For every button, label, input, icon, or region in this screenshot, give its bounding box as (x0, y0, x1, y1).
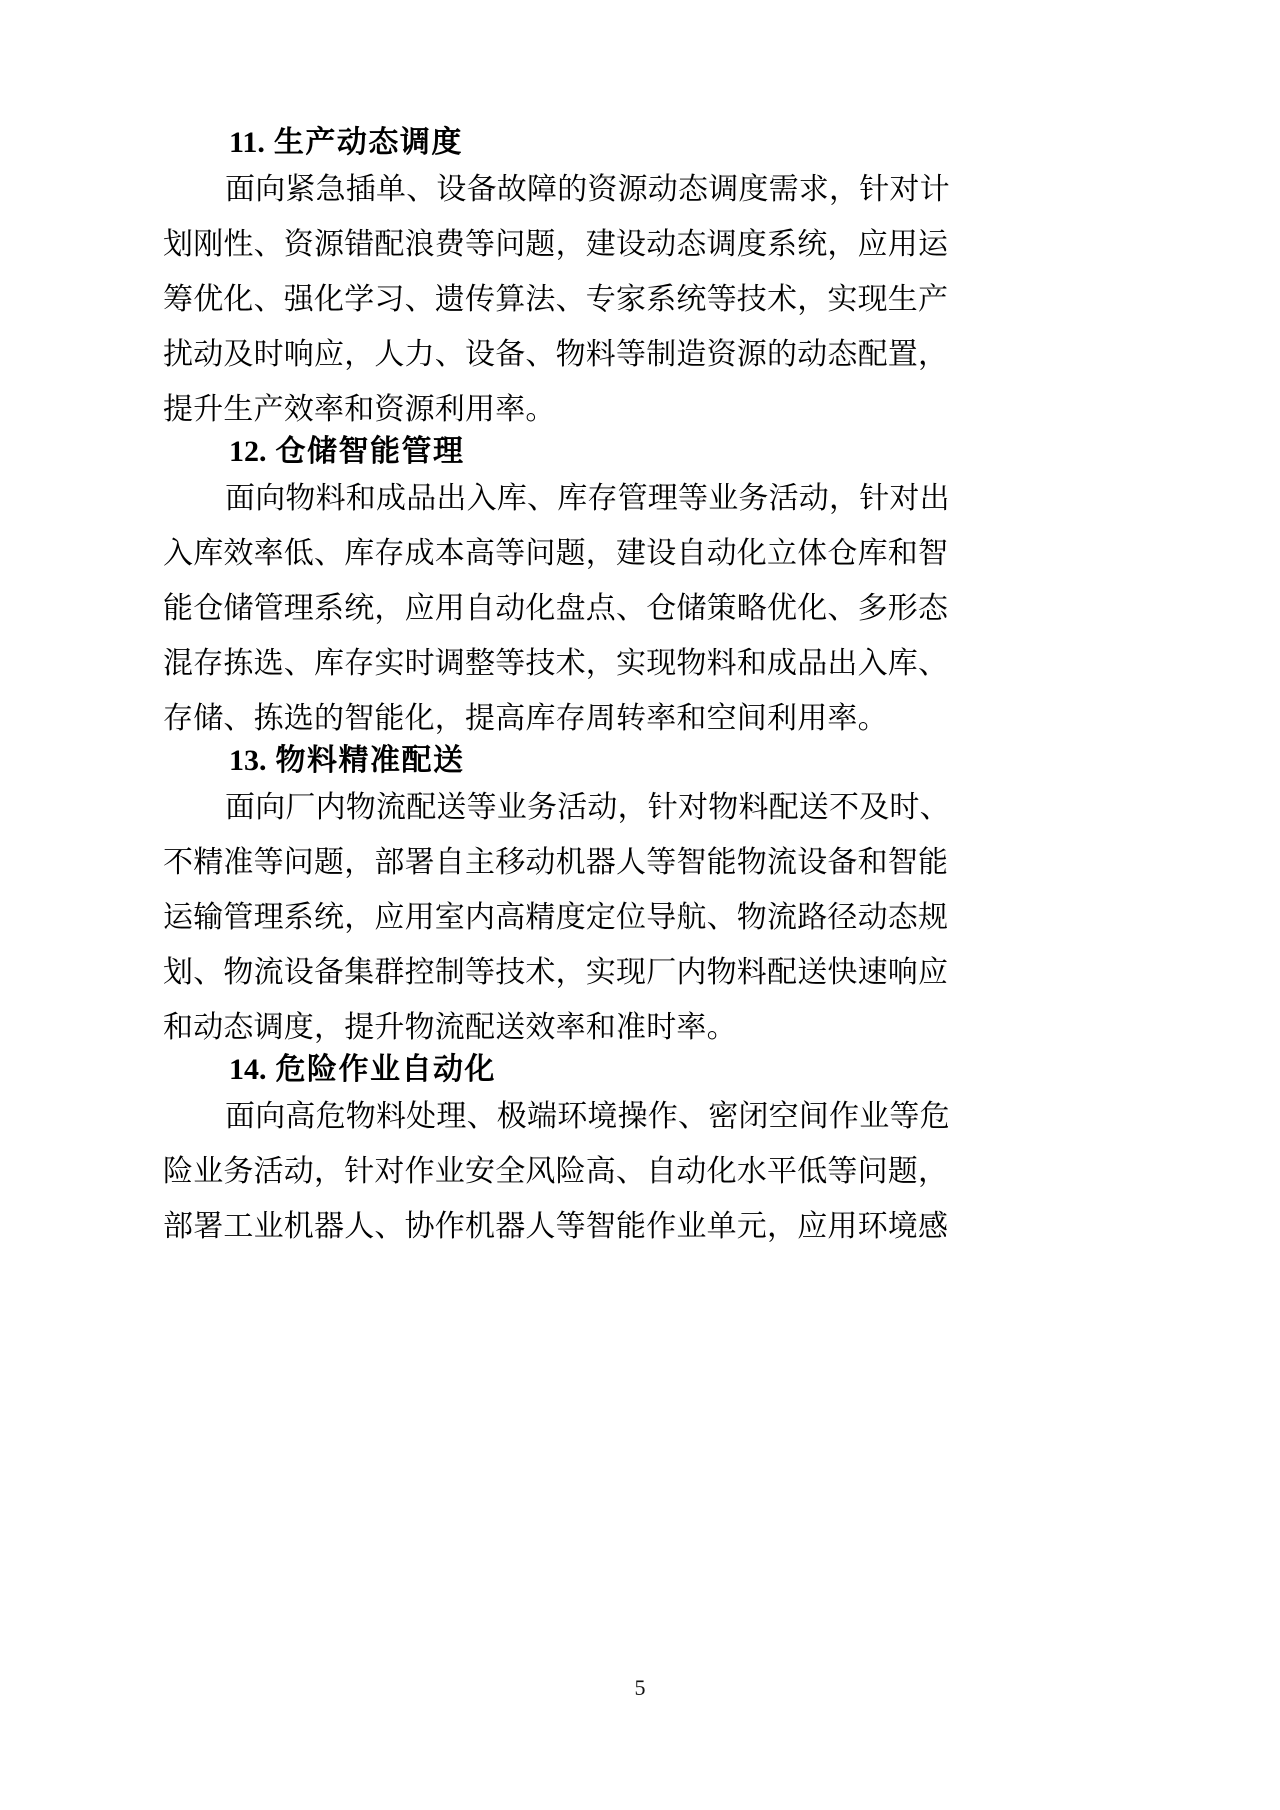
section-14-heading (163, 1055, 973, 1085)
paragraph-line: 面向厂内物流配送等业务活动，针对物料配送不及时、 (225, 791, 950, 824)
paragraph-line: 面向紧急插单、设备故障的资源动态调度需求，针对计 (225, 173, 950, 206)
paragraph-line: 面向物料和成品出入库、库存管理等业务活动，针对出 (225, 482, 950, 515)
section-12-heading (163, 437, 973, 467)
section-11-number: 11. (229, 126, 265, 159)
paragraph-line: 面向高危物料处理、极端环境操作、密闭空间作业等危 (225, 1100, 950, 1133)
section-12-number: 12. (229, 435, 267, 468)
section-11-paragraph (163, 162, 973, 437)
paragraph-line: 运输管理系统，应用室内高精度定位导航、物流路径动态规 (163, 901, 949, 934)
section-14 (163, 1055, 973, 1254)
paragraph-line: 入库效率低、库存成本高等问题，建设自动化立体仓库和智 (163, 537, 949, 570)
section-13 (163, 746, 973, 1055)
section-12-title: 仓储智能管理 (275, 435, 465, 468)
paragraph-line: 划、物流设备集群控制等技术，实现厂内物料配送快速响应 (163, 956, 949, 989)
section-13-title: 物料精准配送 (275, 744, 465, 777)
section-13-paragraph (163, 780, 973, 1055)
section-14-paragraph (163, 1089, 973, 1254)
page-number: 5 (634, 1675, 646, 1700)
page-content (163, 128, 973, 1254)
section-14-number: 14. (229, 1053, 267, 1086)
paragraph-line: 混存拣选、库存实时调整等技术，实现物料和成品出入库、 (163, 647, 949, 680)
section-11-heading (163, 128, 973, 158)
section-14-title: 危险作业自动化 (275, 1053, 496, 1086)
section-11-title: 生产动态调度 (273, 126, 463, 159)
section-12-paragraph (163, 471, 973, 746)
paragraph-line: 部署工业机器人、协作机器人等智能作业单元，应用环境感 (163, 1210, 949, 1243)
section-11 (163, 128, 973, 437)
section-12 (163, 437, 973, 746)
paragraph-line: 划刚性、资源错配浪费等问题，建设动态调度系统，应用运 (163, 228, 949, 261)
paragraph-line: 存储、拣选的智能化，提高库存周转率和空间利用率。 (163, 702, 888, 735)
section-13-heading (163, 746, 973, 776)
section-13-number: 13. (229, 744, 267, 777)
paragraph-line: 能仓储管理系统，应用自动化盘点、仓储策略优化、多形态 (163, 592, 949, 625)
paragraph-line: 扰动及时响应，人力、设备、物料等制造资源的动态配置， (163, 338, 949, 371)
paragraph-line: 筹优化、强化学习、遗传算法、专家系统等技术，实现生产 (163, 283, 949, 316)
paragraph-line: 不精准等问题，部署自主移动机器人等智能物流设备和智能 (163, 846, 949, 879)
paragraph-line: 提升生产效率和资源利用率。 (163, 393, 556, 426)
paragraph-line: 和动态调度，提升物流配送效率和准时率。 (163, 1011, 737, 1044)
paragraph-line: 险业务活动，针对作业安全风险高、自动化水平低等问题， (163, 1155, 949, 1188)
